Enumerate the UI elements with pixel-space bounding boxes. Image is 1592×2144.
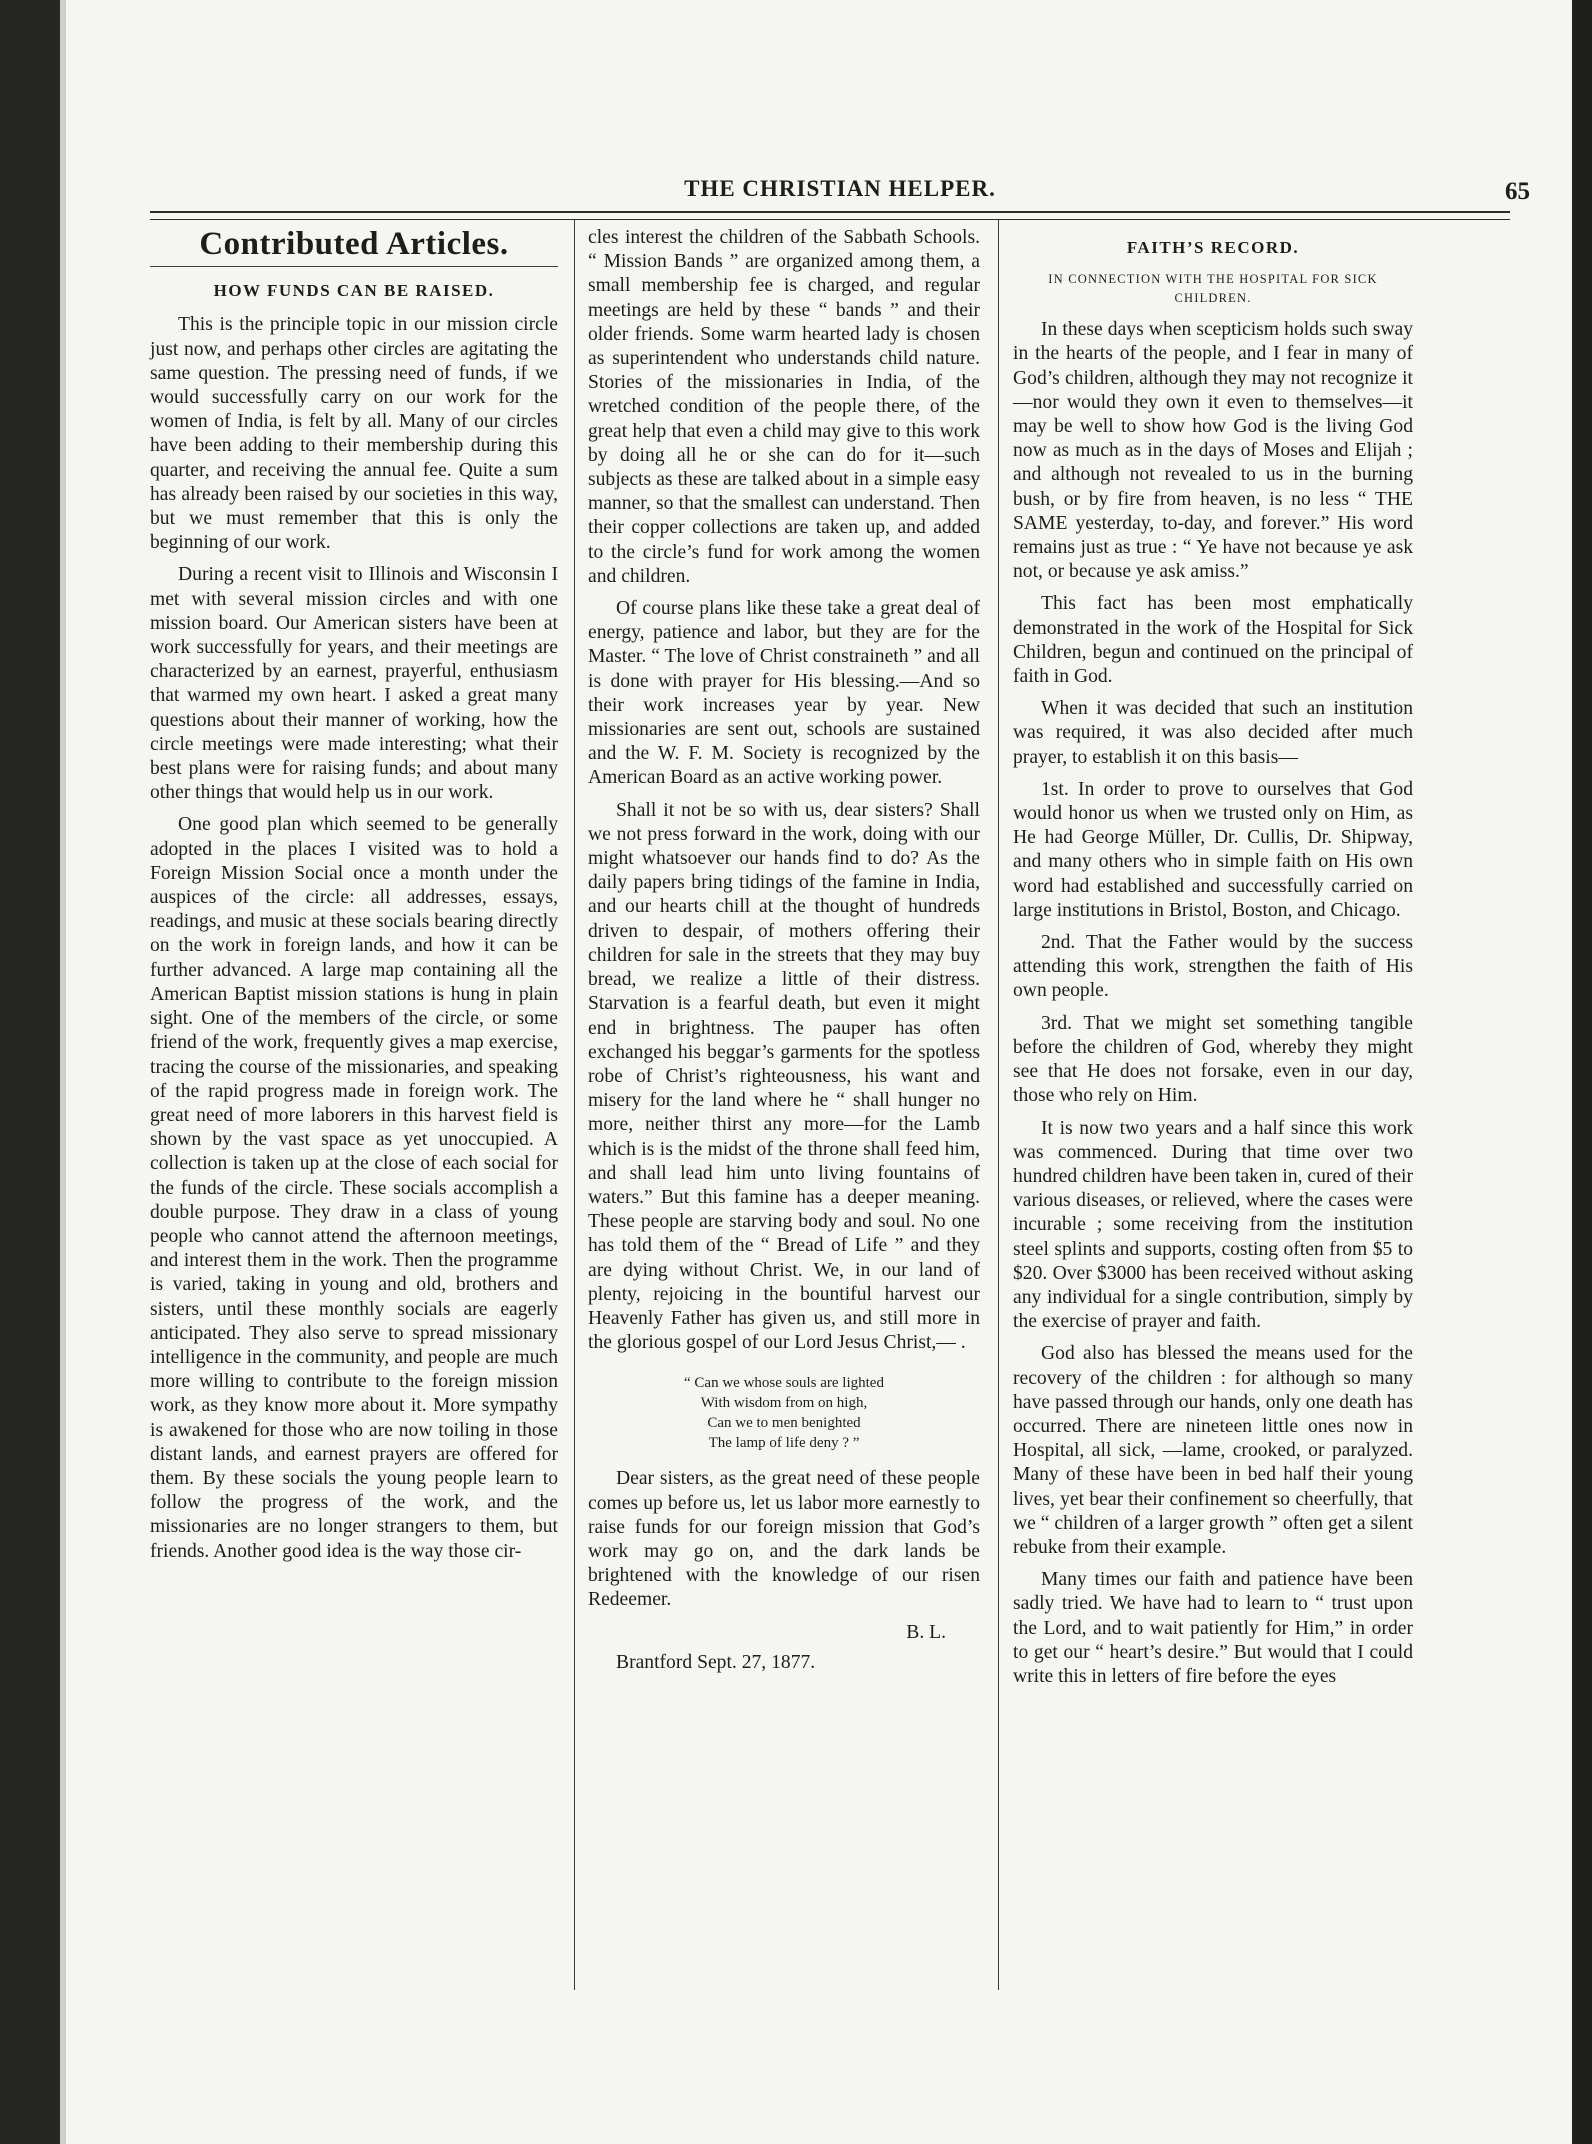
paragraph: cles interest the children of the Sabbath Schools. “ Mission Bands ” are organized among them, a small membership fee is charged, and regular meetings are held by these “ bands ” and their older friends. Some warm hearted lady is chosen as superintendent who understands child nature. Stories of the missionaries in India, of the wretched condition of the people there, of the great help that even a child may give to this work by doing all he or she can do for it—such subjects as these are talked about in a simple easy manner, so that the smallest can understand. Then their copper collections are taken up, and added to the circle’s fund for work among the women and children. <box>588 227 980 587</box>
paragraph: In these days when scepticism holds such sway in the hearts of the people, and I fear in many of God’s children, although they may not recognize it—nor would they own it even to themselves—it may be well to show how God is the living God now as much as in the days of Moses and Elijah ; and although not revealed to us in the burning bush, or by fire from heaven, is no less “ THE SAME yesterday, to-day, and forever.” His word remains just as true : “ Ye have not because ye ask not, or because ye ask amiss.” <box>1013 319 1413 583</box>
section-rule <box>150 266 558 267</box>
article-title: FAITH’S RECORD. <box>1126 238 1300 257</box>
paragraph: During a recent visit to Illinois and Wisconsin I met with several mission circles and with one mission board. Our American sisters have been at work successfully for years, and their meetings are characterized by an earnest, prayerful, enthusiasm that warmed my own heart. I asked a great many questions about their manner of working, how the circle meetings were made interesting; what their best plans were for raising funds; and about many other things that would help us in our work. <box>150 564 558 804</box>
page-number: 65 <box>1505 178 1530 205</box>
publication-title: THE CHRISTIAN HELPER. <box>684 176 996 201</box>
poem-line: The lamp of life deny ? ” <box>708 1435 860 1452</box>
paragraph: One good plan which seemed to be generally adopted in the places I visited was to hold a Foreign Mission Social once a month under the auspices of the circle: all addresses, essays, readings, and music at these socials bearing directly on the work in foreign lands, and how it can be further advanced. A large map containing all the American Baptist mission stations is hung in plain sight. One of the members of the circle, or some friend of the work, frequently gives a map exercise, tracing the course of the missionaries, and speaking of the rapid progress made in foreign work. The great need of more laborers in this harvest field is shown by the vast space as yet unoccupied. A collection is taken up at the close of each social for the funds of the circle. These socials accomplish a double purpose. They draw in a class of young people who cannot attend the afternoon meetings, and interest them in the work. Then the programme is varied, taking in young and old, brothers and sisters, until these monthly socials are eagerly anticipated. They also serve to spread missionary intelligence in the community, and people are much more willing to contribute to the foreign mission work, as they know more about it. More sympathy is awakened for those who are now toiling in those distant lands, and earnest prayers are offered for them. By these socials the young people learn to follow the progress of the work, and the missionaries are no longer strangers to them, but friends. Another good idea is the way those cir- <box>150 814 558 1562</box>
author-signature: B. L. <box>906 1621 946 1643</box>
column-divider <box>998 220 999 1990</box>
paragraph: Of course plans like these take a great deal of energy, patience and labor, but they are for the Master. “ The love of Christ constraineth ” and all is done with prayer for His blessing.—And so their work increases year by year. New missionaries are sent out, schools are sustained and the W. F. M. Society is recognized by the American Board as an active working power. <box>588 598 980 789</box>
column-1 <box>150 226 558 1994</box>
scan-border-left <box>0 0 60 2144</box>
paragraph: Shall it not be so with us, dear sisters? Shall we not press forward in the work, doing with our might whatsoever our hands find to do? As the daily papers bring tidings of the famine in India, and our hearts chill at the thought of hundreds driven to despair, of mothers offering their children for sale in the streets that they may buy bread, we realize a little of their distress. Starvation is a fearful death, but even it might end in brightness. The pauper has often exchanged his beggar’s garments for the spotless robe of Christ’s righteousness, his want and misery for the land where he “ shall hunger no more, neither thirst any more—for the Lamb which is is the midst of the throne shall feed him, and shall lead him unto living fountains of waters.” But this famine has a deeper meaning. These people are starving body and soul. No one has told them of the “ Bread of Life ” and they are dying without Christ. We, in our land of plenty, rejoicing in the bountiful harvest our Heavenly Father has given us, and still more in the glorious gospel of our Lord Jesus Christ,— . <box>588 799 980 1354</box>
paragraph: This fact has been most emphatically demonstrated in the work of the Hospital for Sick Children, begun and continued on the principal of faith in God. <box>1013 593 1413 688</box>
article-subtitle: IN CONNECTION WITH THE HOSPITAL FOR SICK CHILDREN. <box>1048 272 1378 306</box>
page-gutter-shadow <box>60 0 66 2144</box>
poem-line: Can we to men benighted <box>707 1415 861 1432</box>
paragraph: Many times our faith and patience have been sadly tried. We have had to learn to “ trust upon the Lord, and to wait patiently for Him,” in order to get our “ heart’s desire.” But would that I could write this in letters of fire before the eyes <box>1013 1569 1413 1687</box>
paragraph: God also has blessed the means used for the recovery of the children : for although so many have passed through our hands, only one death has occurred. There are nineteen little ones now in Hospital, all sick, —lame, crooked, or paralyzed. Many of these have been in bed half their young lives, yet bear their confinement so cheerfully, that we “ children of a larger growth ” often get a silent rebuke from their example. <box>1013 1343 1413 1558</box>
section-title: Contributed Articles. <box>199 226 509 262</box>
page-header <box>150 176 1530 216</box>
paragraph: 1st. In order to prove to ourselves that God would honor us when we trusted only on Him, as He had George Müller, Dr. Cullis, Dr. Shipway, and many others who in simple faith on His own word had established and successfully carried on large institutions in Bristol, Boston, and Chicago. <box>1013 778 1413 921</box>
column-2 <box>588 226 980 1994</box>
poem-quote <box>588 1373 980 1453</box>
poem-line: “ Can we whose souls are lighted <box>684 1375 884 1392</box>
column-3 <box>1013 226 1413 1994</box>
header-rule <box>150 211 1510 220</box>
paragraph: 2nd. That the Father would by the success attending this work, strengthen the faith of His own people. <box>1013 932 1413 1002</box>
paragraph: This is the principle topic in our mission circle just now, and perhaps other circles are agitating the same question. The pressing need of funds, if we would successfully carry on our work for the women of India, is felt by all. Many of our circles have been adding to their membership during this quarter, and receiving the annual fee. Quite a sum has already been raised by our societies in this way, but we must remember that this is only the beginning of our work. <box>150 314 558 554</box>
dateline: Brantford Sept. 27, 1877. <box>616 1651 816 1673</box>
paragraph: 3rd. That we might set something tangible before the children of God, whereby they might see that He does not forsake, even in our day, those who rely on Him. <box>1013 1012 1413 1107</box>
paragraph: When it was decided that such an institution was required, it was also decided after much prayer, to establish it on this basis— <box>1013 698 1413 768</box>
paragraph: It is now two years and a half since this work was commenced. During that time over two hundred children have been taken in, cured of their various diseases, or relieved, where the cases were incurable ; some receiving from the institution steel splints and supports, costing often from $5 to $20. Over $3000 has been received without asking any individual for a single contribution, simply by the exercise of prayer and faith. <box>1013 1117 1413 1333</box>
article-title: HOW FUNDS CAN BE RAISED. <box>213 281 495 301</box>
scan-border-right <box>1572 0 1592 2144</box>
column-divider <box>574 220 575 1990</box>
poem-line: With wisdom from on high, <box>700 1395 868 1412</box>
paragraph: Dear sisters, as the great need of these people comes up before us, let us labor more earnestly to raise funds for our foreign mission that God’s work may go on, and the dark lands be brightened with the knowledge of our risen Redeemer. <box>588 1468 980 1611</box>
newspaper-page <box>60 0 1572 2144</box>
